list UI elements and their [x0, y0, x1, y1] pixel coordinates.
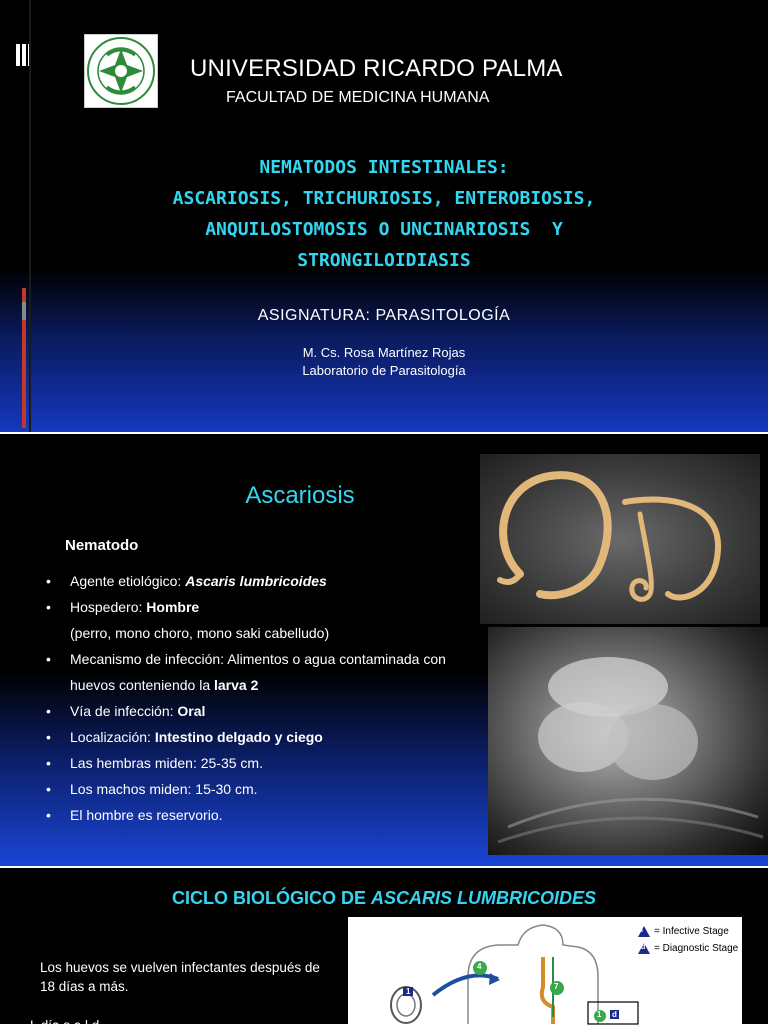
ascaris-lips-image [488, 627, 768, 855]
list-item [44, 568, 474, 594]
title-line: NEMATODOS INTESTINALES: [259, 157, 509, 178]
item-label: Las hembras miden: 25-35 cm. [70, 755, 263, 771]
title-slide [0, 0, 768, 432]
step-number: 7 [554, 982, 559, 991]
legend-infective [638, 926, 729, 937]
item-label: Hospedero: [70, 599, 147, 615]
list-item [44, 776, 474, 802]
lab-name: Laboratorio de Parasitología [302, 363, 466, 378]
item-value: Ascaris lumbricoides [185, 573, 327, 589]
slide-title [0, 888, 768, 909]
facts-list [44, 568, 474, 828]
title-prefix: CICLO BIOLÓGICO DE [171, 888, 371, 908]
title-line: ASCARIOSIS, TRICHURIOSIS, ENTEROBIOSIS, [172, 188, 596, 209]
sem-micrograph [488, 627, 768, 855]
title-species: ASCARIS LUMBRICOIDES [371, 888, 597, 908]
item-label: Los machos miden: 15-30 cm. [70, 781, 258, 797]
slide-text-cut: L día s a l d [30, 1018, 100, 1033]
author-block [0, 344, 768, 380]
ascaris-worms-image [480, 454, 760, 624]
item-value: Hombre [146, 599, 200, 615]
worms-photo [480, 454, 760, 624]
step-number: 1 [403, 987, 413, 996]
university-name: UNIVERSIDAD RICARDO PALMA [190, 55, 563, 82]
deco-bar [16, 44, 20, 66]
life-cycle-diagram [348, 917, 742, 1024]
step-number: d [612, 1010, 617, 1019]
list-item [44, 594, 474, 620]
diagnostic-stage-icon [638, 943, 650, 954]
faculty-name: FACULTAD DE MEDICINA HUMANA [226, 89, 490, 106]
list-item [44, 802, 474, 828]
list-item [44, 698, 474, 724]
item-value: larva 2 [214, 677, 259, 693]
slide-title: Ascariosis [245, 482, 355, 509]
item-value: Oral [177, 703, 206, 719]
item-label: huevos conteniendo la [70, 677, 214, 693]
list-item [44, 724, 474, 750]
step-number: 1 [597, 1010, 602, 1019]
item-label: Vía de infección: [70, 703, 178, 719]
logo-emblem-icon [85, 35, 157, 107]
deco-bar [22, 44, 26, 66]
title-line: ANQUILOSTOMOSIS O UNCINARIOSIS Y [205, 219, 563, 240]
university-logo [84, 34, 158, 108]
slide-subtitle: Nematodo [65, 537, 139, 554]
list-item-continuation [44, 672, 474, 698]
infective-stage-icon [638, 926, 650, 937]
ascariosis-slide [0, 434, 768, 866]
legend-label: = Infective Stage [654, 926, 729, 938]
item-label: Mecanismo de infección: Alimentos o agua contaminada con [70, 651, 446, 667]
deco-bar [22, 288, 26, 302]
legend-diagnostic [638, 943, 738, 954]
legend-letter: i [641, 927, 643, 934]
presentation-title [60, 152, 708, 276]
list-item-continuation [44, 620, 474, 646]
item-label: Localización: [70, 729, 155, 745]
item-label: El hombre es reservorio. [70, 807, 223, 823]
life-cycle-slide [0, 868, 768, 1033]
item-value: Intestino delgado y ciego [154, 729, 323, 745]
item-label: Agente etiológico: [70, 573, 186, 589]
list-item [44, 646, 474, 672]
legend-label: = Diagnostic Stage [654, 943, 739, 955]
subject-label: ASIGNATURA: PARASITOLOGÍA [257, 307, 511, 324]
author-name: M. Cs. Rosa Martínez Rojas [302, 345, 466, 360]
legend-letter: d [641, 944, 646, 951]
slide-text: Los huevos se vuelven infectantes después de 18 días a más. [40, 960, 320, 994]
list-item [44, 750, 474, 776]
title-line: STRONGILOIDIASIS [297, 250, 471, 271]
item-note: (perro, mono choro, mono saki cabelludo) [70, 625, 330, 641]
step-number: 4 [477, 962, 482, 971]
